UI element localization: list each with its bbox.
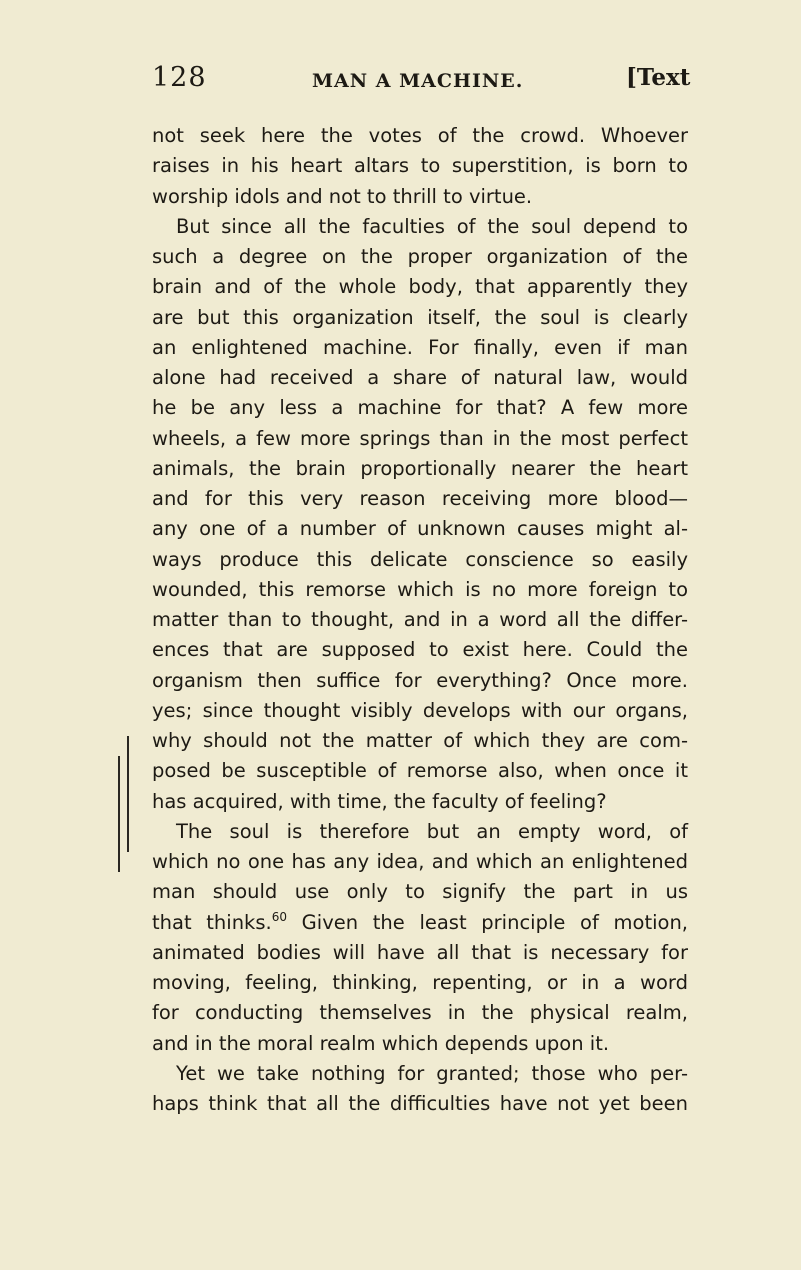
text-line: posed be susceptible of remorse also, when once it <box>152 759 688 783</box>
margin-mark-right <box>127 736 129 852</box>
text-line: man should use only to signify the part in us <box>152 880 688 904</box>
text-fragment: Given the least principle of motion, <box>301 910 689 934</box>
text-line: animated bodies will have all that is necessary for <box>152 940 688 964</box>
text-line: he be any less a machine for that? A few more <box>152 396 688 420</box>
page-number: 128 <box>152 62 207 93</box>
text-line: raises in his heart altars to superstition, is born to <box>152 154 688 178</box>
text-line: alone had received a share of natural law, would <box>152 366 688 389</box>
text-line: But since all the faculties of the soul depend to <box>176 214 688 238</box>
text-line: for conducting themselves in the physical realm, <box>152 1001 688 1025</box>
footnote-reference: 60 <box>271 909 287 924</box>
text-line: animals, the brain proportionally nearer the heart <box>152 456 688 480</box>
text-fragment: that thinks. <box>152 910 272 934</box>
section-mark: [Text <box>626 64 691 91</box>
body-text <box>152 121 688 1119</box>
text-line: ences that are supposed to exist here. Could the <box>152 638 688 662</box>
text-line: such a degree on the proper organization of the <box>152 245 688 268</box>
text-line: haps think that all the difficulties have not yet been <box>152 1092 688 1115</box>
page-header <box>0 62 801 102</box>
text-line: moving, feeling, thinking, repenting, or in a word <box>152 971 688 994</box>
text-line: and in the moral realm which depends upon it. <box>152 1031 610 1055</box>
margin-mark-left <box>118 756 120 872</box>
text-line: Yet we take nothing for granted; those who per- <box>176 1061 688 1085</box>
text-line: wheels, a few more springs than in the most perfect <box>152 426 688 450</box>
text-line: worship idols and not to thrill to virtue. <box>152 184 533 208</box>
text-line: has acquired, with time, the faculty of feeling? <box>152 789 607 813</box>
text-line: The soul is therefore but an empty word, of <box>176 819 688 843</box>
text-line: ways produce this delicate conscience so easily <box>152 547 688 571</box>
text-line: which no one has any idea, and which an enlightened <box>152 850 688 873</box>
text-line: are but this organization itself, the soul is clearly <box>152 305 688 329</box>
text-line: brain and of the whole body, that apparently they <box>152 275 688 299</box>
text-line-with-note <box>152 908 688 938</box>
text-line: yes; since thought visibly develops with our organs, <box>152 698 688 722</box>
text-line: an enlightened machine. For finally, even if man <box>152 335 688 359</box>
text-line: not seek here the votes of the crowd. Whoever <box>152 124 688 147</box>
text-line: and for this very reason receiving more blood— <box>152 487 688 510</box>
running-title: MAN A MACHINE. <box>312 70 524 92</box>
text-line: matter than to thought, and in a word all the differ- <box>152 608 688 631</box>
text-line: organism then suffice for everything? Once more. <box>152 668 688 692</box>
text-line: why should not the matter of which they are com- <box>152 729 688 752</box>
text-line: any one of a number of unknown causes might al- <box>152 517 688 541</box>
text-line: wounded, this remorse which is no more foreign to <box>152 577 688 601</box>
